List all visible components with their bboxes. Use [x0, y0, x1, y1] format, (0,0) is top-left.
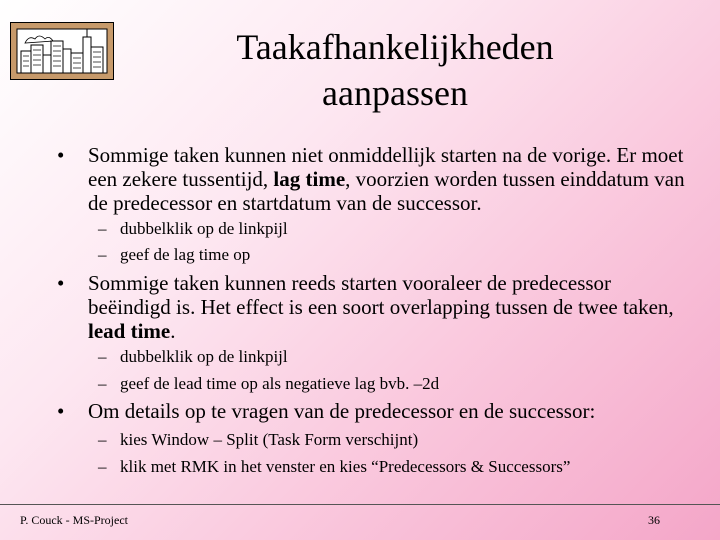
- sub-bullet-text: geef de lead time op als negatieve lag bvb. –2d: [120, 374, 440, 393]
- footer-divider: [0, 504, 720, 505]
- bullet-text: [88, 271, 688, 343]
- sub-bullet-text: kies Window – Split (Task Form verschijnt): [120, 430, 419, 449]
- sub-bullet-text: klik met RMK in het venster en kies “Predecessors & Successors”: [120, 457, 571, 476]
- sub-bullet-text: geef de lag time op: [120, 245, 251, 264]
- bullet-text-emphasis: lag time: [273, 167, 346, 191]
- sub-bullet-symbol: –: [98, 347, 107, 366]
- bullet-symbol: •: [57, 271, 65, 295]
- bullet-text-part: .: [170, 319, 176, 343]
- slide-title-line-2: aanpassen: [322, 73, 468, 113]
- bullet-text-emphasis: lead time: [88, 319, 171, 343]
- bullet-text-part: Sommige taken kunnen niet onmiddellijk starten na de vorige. Er moet een zekere tussentijd,: [88, 143, 684, 191]
- bullet-text: Om details op te vragen van de predecessor en de successor:: [88, 399, 596, 423]
- page-number: 36: [648, 513, 660, 527]
- bullet-text: [88, 143, 688, 215]
- sub-bullet-symbol: –: [98, 430, 107, 449]
- skyline-icon: [11, 23, 113, 79]
- sub-bullet-text: dubbelklik op de linkpijl: [120, 347, 288, 366]
- sub-bullet-symbol: –: [98, 374, 107, 393]
- sub-bullet-symbol: –: [98, 457, 107, 476]
- slide-title: [160, 24, 630, 116]
- slide-title-line-1: Taakafhankelijkheden: [236, 27, 554, 67]
- bullet-symbol: •: [57, 143, 65, 167]
- city-skyline-logo: [10, 22, 114, 80]
- sub-bullet-symbol: –: [98, 245, 107, 264]
- bullet-text-part: Sommige taken kunnen reeds starten vooraleer de predecessor beëindigd is. Het effect is een soort overlapping tussen de twee taken,: [88, 271, 674, 319]
- sub-bullet-text: dubbelklik op de linkpijl: [120, 219, 288, 238]
- footer-author: P. Couck - MS-Project: [20, 513, 128, 527]
- bullet-symbol: •: [57, 399, 65, 423]
- sub-bullet-symbol: –: [98, 219, 107, 238]
- bullet-text-part: , voorzien worden tussen einddatum van de predecessor en startdatum van de successor.: [88, 167, 685, 215]
